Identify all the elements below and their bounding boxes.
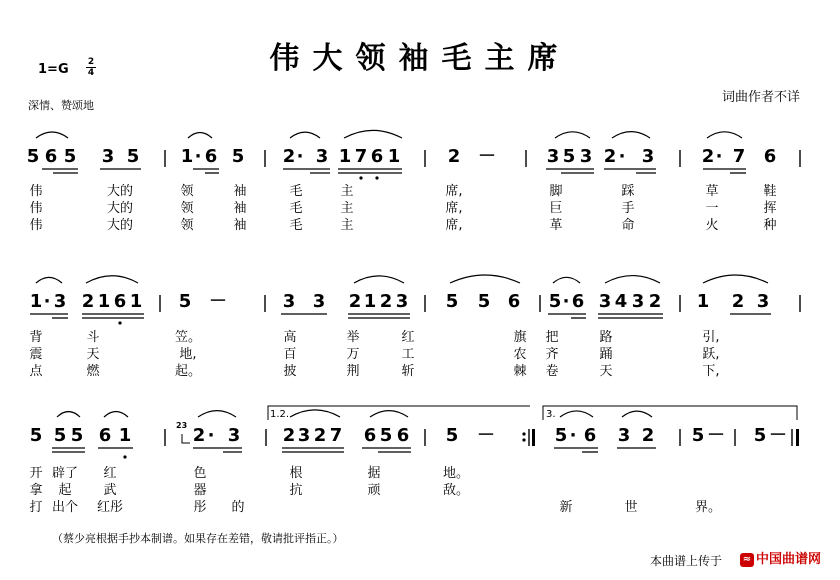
lyric-verse-2: 农 (513, 347, 527, 362)
dash-note: － (477, 425, 495, 446)
lyric-verse-2: 抗 (289, 483, 303, 498)
note: 3 (756, 291, 770, 312)
dot-duration: · (715, 146, 723, 167)
lyric-verse-2: 天 (86, 347, 100, 362)
dash-note: － (707, 425, 725, 446)
note: 5 (562, 146, 576, 167)
note: 2 (348, 291, 362, 312)
slur-arc (57, 412, 80, 417)
lyric-verse-3: 领 (180, 218, 194, 233)
note: 3 (598, 291, 612, 312)
note: 5 (554, 425, 568, 446)
lyric-verse-3: 起。 (174, 364, 202, 379)
lyric-verse-2: 伟 (29, 201, 43, 216)
lyric-verse-1: 笠。 (174, 330, 202, 345)
octave-dot-low (359, 176, 362, 179)
dot-duration: · (207, 425, 215, 446)
lyric-verse-3: 革 (549, 218, 563, 233)
lyric-verse-1: 路 (599, 330, 613, 345)
note: 2 (731, 291, 745, 312)
lyric-verse-3: 界。 (694, 500, 722, 515)
lyric-verse-3: 彤 (193, 500, 207, 515)
note: 6 (571, 291, 585, 312)
slur-arc (560, 411, 593, 417)
lyric-verse-1: 袖 (233, 184, 247, 199)
note: 3 (579, 146, 593, 167)
lyric-verse-3: 荆 (346, 364, 360, 379)
final-barline-thick (796, 429, 799, 446)
note: 3 (395, 291, 409, 312)
note: 2 (282, 425, 296, 446)
note: 5 (548, 291, 562, 312)
lyric-verse-1: 辟了 (51, 466, 79, 481)
lyric-verse-3: 燃 (86, 364, 100, 379)
note: 3 (641, 146, 655, 167)
key-signature: 1=G (38, 62, 69, 77)
lyric-verse-1: 踩 (621, 184, 635, 199)
upload-credit: 本曲谱上传于 (650, 554, 723, 568)
note: 2 (701, 146, 715, 167)
lyric-verse-3: 披 (283, 364, 297, 379)
note: 4 (614, 291, 628, 312)
note: 1 (696, 291, 710, 312)
lyric-verse-2: 领 (180, 201, 194, 216)
repeat-barline-thick (532, 429, 535, 446)
lyric-verse-2: 敌。 (442, 483, 470, 498)
note: 3 (617, 425, 631, 446)
slur-arc (605, 276, 660, 283)
lyric-verse-1: 草 (705, 184, 719, 199)
lyric-verse-3: 袖 (233, 218, 247, 233)
octave-dot-low (123, 455, 126, 458)
note: 2 (447, 146, 461, 167)
slur-arc (622, 411, 652, 417)
lyric-verse-1: 脚 (549, 184, 563, 199)
note: 3 (297, 425, 311, 446)
grace-notes: 23 (176, 421, 188, 430)
lyric-verse-1: 毛 (289, 184, 303, 199)
lyric-verse-2: 器 (193, 483, 207, 498)
lyric-verse-2: 手 (621, 201, 635, 216)
note: 5 (70, 425, 84, 446)
note: 2 (641, 425, 655, 446)
lyric-verse-2: 巨 (549, 201, 563, 216)
octave-dot-low (118, 321, 121, 324)
lyric-verse-1: 斗 (86, 330, 100, 345)
lyric-verse-2: 工 (401, 347, 415, 362)
slur-arc (707, 132, 742, 138)
slur-arc (36, 132, 68, 138)
lyric-verse-2: 一 (705, 201, 719, 216)
note: 5 (53, 425, 67, 446)
note: 5 (126, 146, 140, 167)
note: 5 (691, 425, 705, 446)
note: 7 (732, 146, 746, 167)
dash-note: － (769, 425, 787, 446)
author-credit: 词曲作者不详 (722, 90, 801, 105)
volta-bracket-third (543, 406, 797, 420)
slur-arc (344, 130, 402, 138)
lyric-verse-1: 地。 (442, 466, 470, 481)
note: 2 (379, 291, 393, 312)
lyric-verse-2: 万 (346, 347, 360, 362)
volta-third-ending-label: 3. (546, 409, 556, 420)
lyric-verse-3: 下, (702, 364, 720, 379)
slur-arc (290, 410, 340, 417)
lyric-verse-1: 大的 (106, 184, 134, 199)
note: 6 (204, 146, 218, 167)
dot-duration: · (618, 146, 626, 167)
slur-arc (188, 133, 212, 139)
song-title: 伟大领袖毛主席 (269, 41, 571, 76)
slur-arc (86, 276, 138, 283)
note: 2 (313, 425, 327, 446)
lyric-verse-1: 鞋 (763, 184, 777, 199)
dash-note: － (209, 291, 227, 312)
lyric-verse-3: 火 (705, 218, 719, 233)
note: 5 (178, 291, 192, 312)
lyric-verse-3: 席, (445, 218, 463, 233)
slur-arc (370, 411, 408, 417)
lyric-verse-2: 毛 (289, 201, 303, 216)
lyric-verse-1: 色 (193, 466, 207, 481)
lyric-verse-3: 大的 (106, 218, 134, 233)
slur-arc (703, 275, 768, 283)
note: 1 (387, 146, 401, 167)
note: 3 (631, 291, 645, 312)
lyric-verse-1: 红 (401, 330, 415, 345)
lyric-verse-1: 举 (346, 330, 360, 345)
dot-duration: · (43, 291, 51, 312)
slur-arc (198, 411, 236, 417)
site-logo[interactable] (740, 548, 821, 567)
slur-arc (555, 132, 590, 138)
lyric-verse-1: 高 (283, 330, 297, 345)
time-signature-bottom: 4 (87, 68, 95, 78)
slur-arc (36, 277, 62, 283)
note: 3 (312, 291, 326, 312)
note: 5 (753, 425, 767, 446)
lyric-verse-2: 拿 (29, 483, 43, 498)
note: 5 (379, 425, 393, 446)
lyric-verse-1: 主 (340, 184, 354, 199)
slur-arc (104, 412, 128, 418)
lyric-verse-3: 命 (621, 218, 635, 233)
repeat-dot (522, 432, 525, 435)
lyric-verse-3: 点 (29, 364, 43, 379)
lyric-verse-3: 棘 (513, 364, 527, 379)
lyric-verse-2: 大的 (106, 201, 134, 216)
note: 5 (445, 291, 459, 312)
note: 3 (53, 291, 67, 312)
lyric-verse-3: 伟 (29, 218, 43, 233)
note: 3 (315, 146, 329, 167)
lyric-verse-2: 武 (103, 483, 117, 498)
volta-first-ending-label: 1.2. (270, 409, 290, 420)
note: 5 (29, 425, 43, 446)
note: 6 (44, 146, 58, 167)
note: 6 (507, 291, 521, 312)
lyric-verse-3: 世 (624, 500, 638, 515)
lyric-verse-1: 背 (29, 330, 43, 345)
dot-duration: · (569, 425, 577, 446)
lyric-verse-1: 根 (289, 466, 303, 481)
lyric-verse-3: 天 (599, 364, 613, 379)
lyric-verse-1: 引, (702, 330, 720, 345)
lyric-verse-2: 席, (445, 201, 463, 216)
slur-arc (354, 276, 404, 283)
lyric-verse-2: 震 (29, 347, 43, 362)
note: 1 (97, 291, 111, 312)
dot-duration: · (296, 146, 304, 167)
slur-arc (290, 132, 320, 138)
slur-arc (450, 275, 520, 283)
dash-note: － (478, 146, 496, 167)
lyric-verse-2: 顽 (367, 483, 381, 498)
note: 3 (546, 146, 560, 167)
lyric-verse-2: 百 (283, 347, 297, 362)
lyric-verse-3: 打 (29, 500, 43, 515)
dot-duration: · (194, 146, 202, 167)
note: 1 (118, 425, 132, 446)
note: 6 (763, 146, 777, 167)
lyric-verse-2: 齐 (545, 347, 559, 362)
lyric-verse-2: 地, (179, 347, 197, 362)
note: 3 (101, 146, 115, 167)
lyric-verse-1: 据 (367, 466, 381, 481)
note: 1 (29, 291, 43, 312)
lyric-verse-1: 把 (545, 330, 559, 345)
expression-marking: 深情、赞颂地 (28, 99, 94, 112)
lyric-verse-3: 红彤 (96, 500, 124, 515)
lyric-verse-2: 挥 (763, 201, 777, 216)
note: 3 (282, 291, 296, 312)
lyric-verse-3: 种 (763, 218, 777, 233)
note: 6 (583, 425, 597, 446)
lyric-verse-2: 主 (340, 201, 354, 216)
note: 3 (227, 425, 241, 446)
note: 2 (603, 146, 617, 167)
note: 7 (329, 425, 343, 446)
repeat-dot (522, 438, 525, 441)
note: 5 (445, 425, 459, 446)
note: 2 (192, 425, 206, 446)
note: 6 (98, 425, 112, 446)
transcription-note: （蔡少亮根据手抄本制谱。如果存在差错，敬请批评指正。） (52, 532, 344, 545)
lyric-verse-3: 出个 (51, 500, 79, 515)
note: 1 (338, 146, 352, 167)
lyric-verse-3: 卷 (545, 364, 559, 379)
note: 7 (354, 146, 368, 167)
note: 6 (363, 425, 377, 446)
site-logo-text: 中国曲谱网 (756, 552, 822, 567)
lyric-verse-1: 领 (180, 184, 194, 199)
note: 5 (477, 291, 491, 312)
note: 6 (113, 291, 127, 312)
lyric-verse-3: 主 (340, 218, 354, 233)
note: 2 (81, 291, 95, 312)
note: 1 (180, 146, 194, 167)
lyric-verse-1: 旗 (513, 330, 527, 345)
lyric-verse-1: 开 (29, 466, 43, 481)
slur-arc (553, 277, 580, 283)
lyric-verse-2: 袖 (233, 201, 247, 216)
lyric-verse-2: 起 (58, 483, 72, 498)
wave-logo-icon: ≈ (740, 553, 754, 567)
time-signature-top: 2 (87, 57, 95, 67)
lyric-verse-2: 踊 (599, 347, 613, 362)
note: 6 (396, 425, 410, 446)
lyric-verse-1: 伟 (29, 184, 43, 199)
lyric-verse-3: 新 (559, 500, 573, 515)
octave-dot-low (375, 176, 378, 179)
lyric-verse-3: 斩 (401, 364, 415, 379)
lyric-verse-1: 红 (103, 466, 117, 481)
grace-note-hook (182, 434, 190, 443)
lyric-verse-3: 的 (231, 500, 245, 515)
note: 2 (648, 291, 662, 312)
lyric-verse-2: 跃, (702, 347, 720, 362)
note: 1 (129, 291, 143, 312)
lyric-verse-1: 席, (445, 184, 463, 199)
note: 5 (26, 146, 40, 167)
note: 6 (370, 146, 384, 167)
note: 5 (231, 146, 245, 167)
dot-duration: · (562, 291, 570, 312)
lyric-verse-3: 毛 (289, 218, 303, 233)
note: 2 (282, 146, 296, 167)
note: 5 (63, 146, 77, 167)
slur-arc (612, 132, 650, 138)
note: 1 (363, 291, 377, 312)
